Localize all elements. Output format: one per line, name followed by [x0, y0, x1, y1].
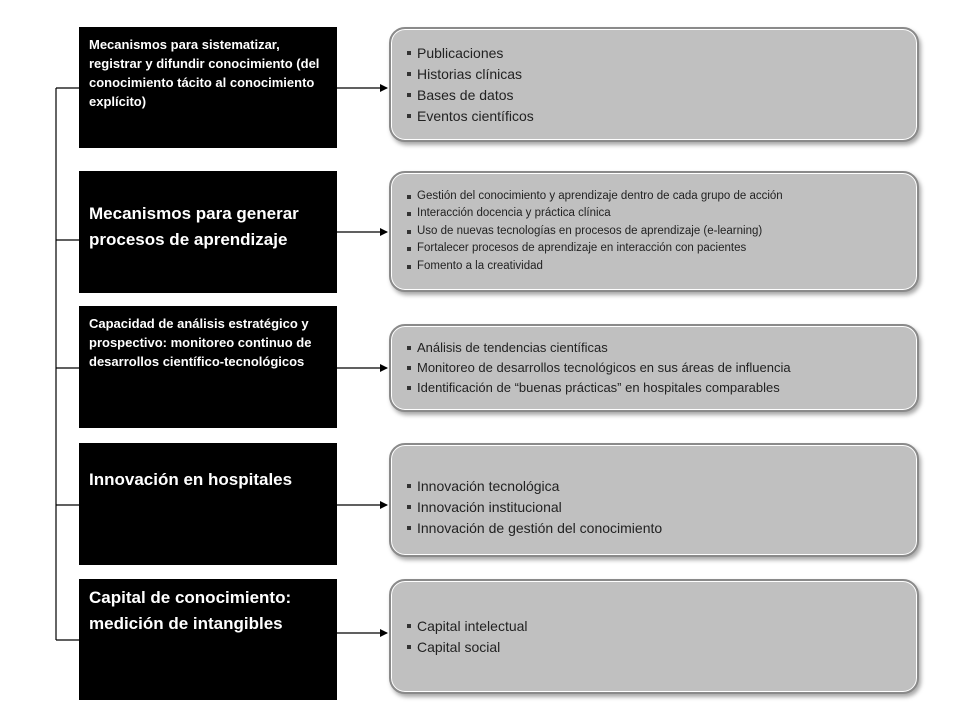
items-box-systematize — [389, 27, 919, 142]
category-title: Innovación en hospitales — [89, 470, 293, 489]
list-item: Innovación institucional — [407, 497, 662, 518]
item-list — [407, 43, 534, 127]
item-list — [407, 338, 791, 398]
list-item: Capital social — [407, 637, 528, 658]
items-box-learning — [389, 171, 919, 292]
list-item: Monitoreo de desarrollos tecnológicos en sus áreas de influencia — [407, 358, 791, 378]
list-item: Identificación de “buenas prácticas” en hospitales comparables — [407, 378, 791, 398]
item-list — [407, 476, 662, 539]
list-item: Historias clínicas — [407, 64, 534, 85]
category-title: Mecanismos para generar procesos de aprendizaje — [89, 204, 299, 249]
list-item: Fortalecer procesos de aprendizaje en interacción con pacientes — [407, 240, 783, 258]
list-item: Innovación de gestión del conocimiento — [407, 518, 662, 539]
list-item: Interacción docencia y práctica clínica — [407, 205, 783, 223]
category-box-innovation — [79, 443, 337, 565]
category-title: Capacidad de análisis estratégico y prospectivo: monitoreo continuo de desarrollos científico-tecnológicos — [89, 316, 312, 369]
list-item: Innovación tecnológica — [407, 476, 662, 497]
list-item: Análisis de tendencias científicas — [407, 338, 791, 358]
category-box-strategic-analysis — [79, 306, 337, 428]
category-title: Mecanismos para sistematizar, registrar y difundir conocimiento (del conocimiento tácito al conocimiento explícito) — [89, 37, 320, 109]
items-box-innovation — [389, 443, 919, 557]
list-item: Capital intelectual — [407, 616, 528, 637]
list-item: Gestión del conocimiento y aprendizaje dentro de cada grupo de acción — [407, 188, 783, 206]
list-item: Eventos científicos — [407, 106, 534, 127]
list-item: Uso de nuevas tecnologías en procesos de aprendizaje (e-learning) — [407, 223, 783, 241]
items-box-knowledge-capital — [389, 579, 919, 694]
category-box-systematize — [79, 27, 337, 148]
item-list — [407, 188, 783, 276]
category-box-learning — [79, 171, 337, 293]
category-title: Capital de conocimiento: medición de intangibles — [89, 588, 292, 633]
items-box-strategic-analysis — [389, 324, 919, 412]
list-item: Publicaciones — [407, 43, 534, 64]
category-box-knowledge-capital — [79, 579, 337, 700]
item-list — [407, 616, 528, 658]
list-item: Fomento a la creatividad — [407, 258, 783, 276]
list-item: Bases de datos — [407, 85, 534, 106]
